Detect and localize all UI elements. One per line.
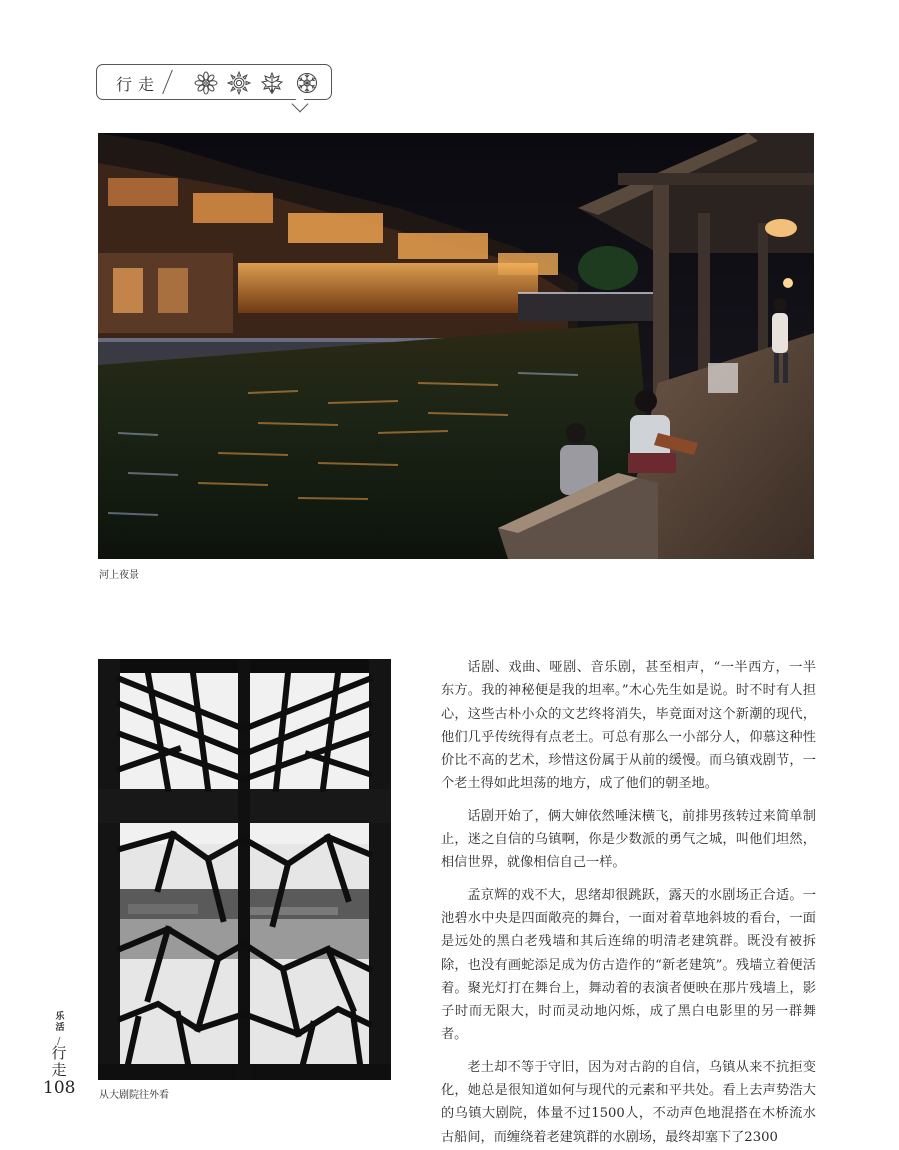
article-paragraph-1: 话剧、戏曲、哑剧、音乐剧，甚至相声，“一半西方，一半东方。我的神秘便是我的坦率。”木心先生如是说。时不时有人担心，这些古朴小众的文艺终将消失，毕竟面对这个新潮的现代，他们几乎传统得有点老土。可总有那么一小部分人，仰慕这种性价比不高的艺术，珍惜这份属于从前的缓慢。而乌镇戏剧节，一个老土得如此坦荡的地方，成了他们的朝圣地。 [441, 660, 816, 792]
page-number: 108 [43, 1078, 76, 1098]
tab-divider [162, 70, 173, 95]
flower-icon [194, 71, 218, 95]
folio-section-name: 行走 [51, 1044, 67, 1079]
article-body [441, 656, 816, 1150]
article-paragraph-4: 老土却不等于守旧，因为对古韵的自信，乌镇从来不抗拒变化，她总是很知道如何与现代的元素和平共处。看上去声势浩大的乌镇大剧院，体量不过1500人，不动声色地混搭在木桥流水古船间，而缠绕着老建筑群的水剧场，最终却塞下了2300 [441, 1059, 816, 1145]
photo-canal-night [98, 133, 814, 559]
sun-icon [227, 71, 251, 95]
article-paragraph-2: 话剧开始了，俩大婶依然唾沫横飞，前排男孩转过来简单制止，迷之自信的乌镇啊，你是少数派的勇气之城，叫他们坦然，相信世界，就像相信自己一样。 [441, 808, 816, 871]
canal-night-illustration [98, 133, 814, 559]
leaf-icon [260, 71, 284, 95]
article-paragraph-3: 孟京辉的戏不大，思绪却很跳跃，露天的水剧场正合适。一池碧水中央是四面敞亮的舞台，一面对着草地斜坡的看台，一面是远处的黑白老残墙和其后连绵的明清老建筑群。既没有被拆除，也没有画蛇添足成为仿古造作的“新老建筑”。残墙立着便活着。聚光灯打在舞台上，舞动着的表演者便映在那片残墙上，影子时而无限大，时而灵动地闪烁，成了黑白电影里的另一群舞者。 [441, 887, 816, 1043]
lattice-window-illustration [98, 659, 391, 1080]
photo-caption-bottom: 从大剧院往外看 [99, 1090, 169, 1101]
section-label: 行走 [116, 75, 161, 94]
photo-lattice-window [98, 659, 391, 1080]
photo-caption-top: 河上夜景 [99, 570, 139, 581]
snowflake-icon [295, 71, 319, 95]
folio-magazine-name: 乐活 [55, 1012, 65, 1033]
section-tab [96, 64, 332, 100]
folio-divider: / [57, 1036, 61, 1047]
